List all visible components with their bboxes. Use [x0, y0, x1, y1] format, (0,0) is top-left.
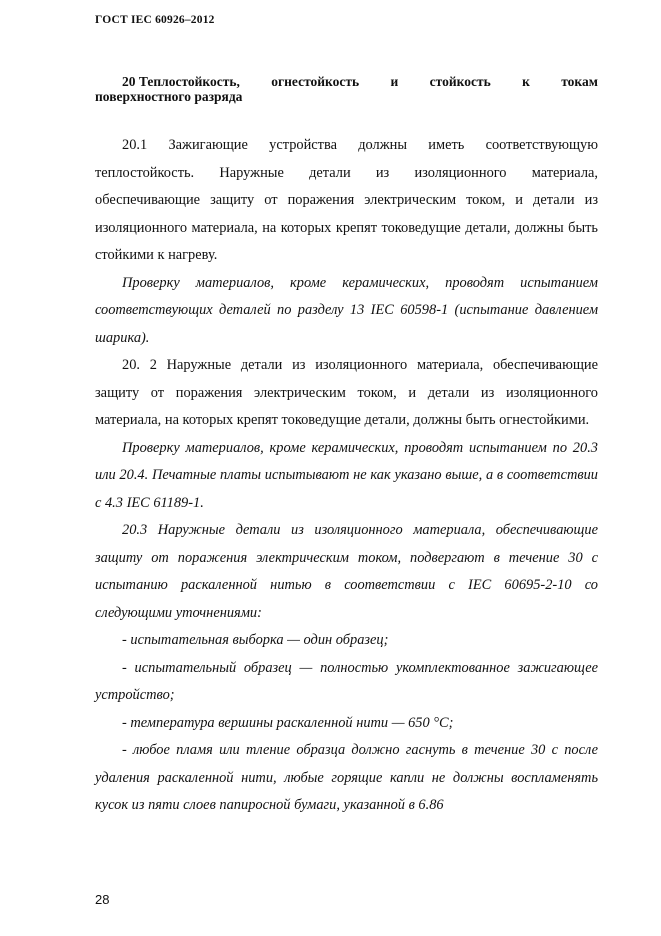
document-body — [95, 132, 598, 820]
section-heading-word: и — [390, 74, 399, 89]
check-note-1: Проверку материалов, кроме керамических, проводят испытанием соответствующих деталей по разделу 13 IEC 60598-1 (испытание давлением шарика). — [95, 274, 598, 346]
section-heading-word: к — [522, 74, 530, 89]
section-heading-word: 20 Теплостойкость, — [122, 74, 240, 89]
document-header: ГОСТ IEC 60926–2012 — [95, 14, 215, 26]
section-heading-word: огнестойкость — [271, 74, 360, 89]
check-note-2: Проверку материалов, кроме керамических, проводят испытанием по 20.3 или 20.4. Печатные платы испытывают не как указано выше, а в соответствии с 4.3 IEC 61189-1. — [95, 439, 598, 511]
list-item: - температура вершины раскаленной нити — 650 °С; — [122, 714, 454, 731]
paragraph-20-1: 20.1 Зажигающие устройства должны иметь соответствующую теплостойкость. Наружные детали из изоляционного материала, обеспечивающие защиту от поражения электрическим током, и детали из изоляционного материала, на которых крепят токоведущие детали, должны быть стойкими к нагреву. — [95, 137, 598, 263]
paragraph-20-3: 20.3 Наружные детали из изоляционного материала, обеспечивающие защиту от поражения электрическим током, подвергают в течение 30 с испытанию раскаленной нитью в соответствии с IEC 60695-2-10 со следующими уточнениями: — [95, 522, 598, 621]
paragraph-20-2: 20. 2 Наружные детали из изоляционного материала, обеспечивающие защиту от поражения электрическим током, и детали из изоляционного материала, на которых крепят токоведущие детали, должны быть огнестойкими. — [95, 357, 598, 428]
section-heading — [95, 74, 598, 104]
list-item: - любое пламя или тление образца должно гаснуть в течение 30 с после удаления раскаленной нити, любые горящие капли не должны воспламенять кусок из пяти слоев папиросной бумаги, указанной в 6.86 — [95, 742, 598, 813]
section-heading-word: токам — [561, 74, 598, 89]
section-heading-line-2: поверхностного разряда — [95, 89, 243, 104]
list-item: - испытательная выборка — один образец; — [122, 632, 389, 648]
section-heading-line-1 — [95, 74, 598, 89]
list-item: - испытательный образец — полностью укомплектованное зажигающее устройство; — [95, 659, 598, 703]
page-number: 28 — [95, 892, 110, 907]
section-heading-word: стойкость — [429, 74, 491, 89]
